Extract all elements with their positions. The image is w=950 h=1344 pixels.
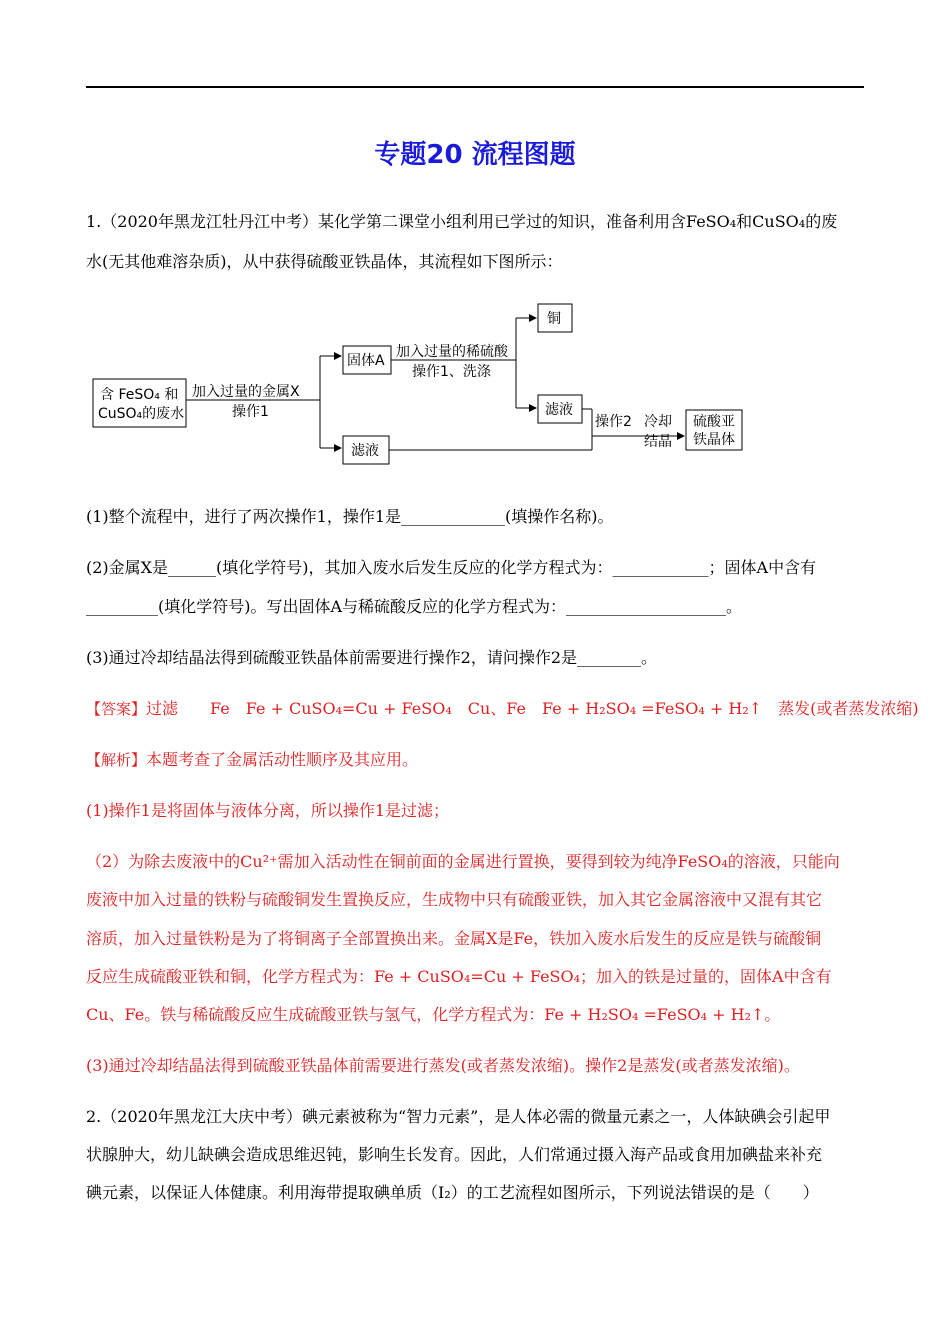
q1-sub1: (1)整个流程中，进行了两次操作1，操作1是_____________(填操作名称)。 <box>86 507 614 526</box>
header-rule <box>86 86 864 88</box>
exp2-line4: 反应生成硫酸亚铁和铜，化学方程式为：Fe + CuSO₄=Cu + FeSO₄；加入的铁是过量的，固体A中含有 <box>86 967 832 986</box>
answer-text: 过滤 Fe Fe + CuSO₄=Cu + FeSO₄ Cu、Fe Fe + H₂SO₄ =FeSO₄ + H₂↑ 蒸发(或者蒸发浓缩) <box>146 699 919 718</box>
answer-line <box>86 697 919 721</box>
q1-sub2-line1: (2)金属X是______(填化学符号)，其加入废水后发生反应的化学方程式为：____________；固体A中含有 <box>86 558 817 577</box>
q2-stem-line1: 2.（2020年黑龙江大庆中考）碘元素被称为“智力元素”，是人体必需的微量元素之一，人体缺碘会引起甲 <box>86 1107 831 1126</box>
exp3: (3)通过冷却结晶法得到硫酸亚铁晶体前需要进行蒸发(或者蒸发浓缩)。操作2是蒸发(或者蒸发浓缩)。 <box>86 1056 800 1075</box>
flow-op2: 操作2 <box>595 414 632 430</box>
flow-copper: 铜 <box>547 311 561 327</box>
flow-cool2: 结晶 <box>644 434 672 450</box>
flow-diagram <box>88 296 768 471</box>
flow-start-text2: CuSO₄的废水 <box>98 406 185 422</box>
exp2-line2: 废液中加入过量的铁粉与硫酸铜发生置换反应，生成物中只有硫酸亚铁，加入其它金属溶液中又混有其它 <box>86 890 823 909</box>
exp2-line5: Cu、Fe。铁与稀硫酸反应生成硫酸亚铁与氢气，化学方程式为：Fe + H₂SO₄ =FeSO₄ + H₂↑。 <box>86 1005 781 1024</box>
flow-filtrate-lower: 滤液 <box>351 443 379 459</box>
q2-stem-line2: 状腺肿大，幼儿缺碘会造成思维迟钝，影响生长发育。因此，人们常通过摄入海产品或食用加碘盐来补充 <box>86 1145 823 1164</box>
exp2-line3: 溶质，加入过量铁粉是为了将铜离子全部置换出来。金属X是Fe，铁加入废水后发生的反应是铁与硫酸铜 <box>86 929 822 948</box>
q1-sub3: (3)通过冷却结晶法得到硫酸亚铁晶体前需要进行操作2，请问操作2是________。 <box>86 648 658 667</box>
q1-sub2-line2: _________(填化学符号)。写出固体A与稀硫酸反应的化学方程式为：____________________。 <box>86 597 743 616</box>
exp1: (1)操作1是将固体与液体分离，所以操作1是过滤； <box>86 801 450 820</box>
flow-start-text1: 含 FeSO₄ 和 <box>100 387 179 403</box>
flow-solid-a: 固体A <box>347 353 385 369</box>
flow-product2: 铁晶体 <box>693 432 735 448</box>
flow-arrow2-bottom: 操作1、洗涤 <box>412 364 491 380</box>
analysis-tag: 【解析】 <box>86 751 147 769</box>
flow-arrow1-top: 加入过量的金属X <box>192 384 300 400</box>
q1-stem-line2: 水(无其他难溶杂质)，从中获得硫酸亚铁晶体，其流程如下图所示： <box>86 252 563 271</box>
analysis-line <box>86 748 418 772</box>
q2-stem-line3: 碘元素，以保证人体健康。利用海带提取碘单质（I₂）的工艺流程如图所示，下列说法错误的是（ ） <box>86 1183 819 1202</box>
answer-tag: 【答案】 <box>86 700 147 718</box>
exp2-line1: （2）为除去废液中的Cu²⁺需加入活动性在铜前面的金属进行置换，要得到较为纯净FeSO₄的溶液，只能向 <box>86 852 840 871</box>
flow-cool1: 冷却 <box>644 414 672 430</box>
analysis-text: 本题考查了金属活动性顺序及其应用。 <box>146 750 419 769</box>
q1-stem-line1: 1.（2020年黑龙江牡丹江中考）某化学第二课堂小组利用已学过的知识，准备利用含FeSO₄和CuSO₄的废 <box>86 212 838 231</box>
flow-filtrate-upper: 滤液 <box>545 402 573 418</box>
flow-arrow2-top: 加入过量的稀硫酸 <box>396 344 508 360</box>
flow-arrow1-bottom: 操作1 <box>232 404 269 420</box>
page-title: 专题20 流程图题 <box>374 140 576 170</box>
flow-product1: 硫酸亚 <box>693 414 735 430</box>
